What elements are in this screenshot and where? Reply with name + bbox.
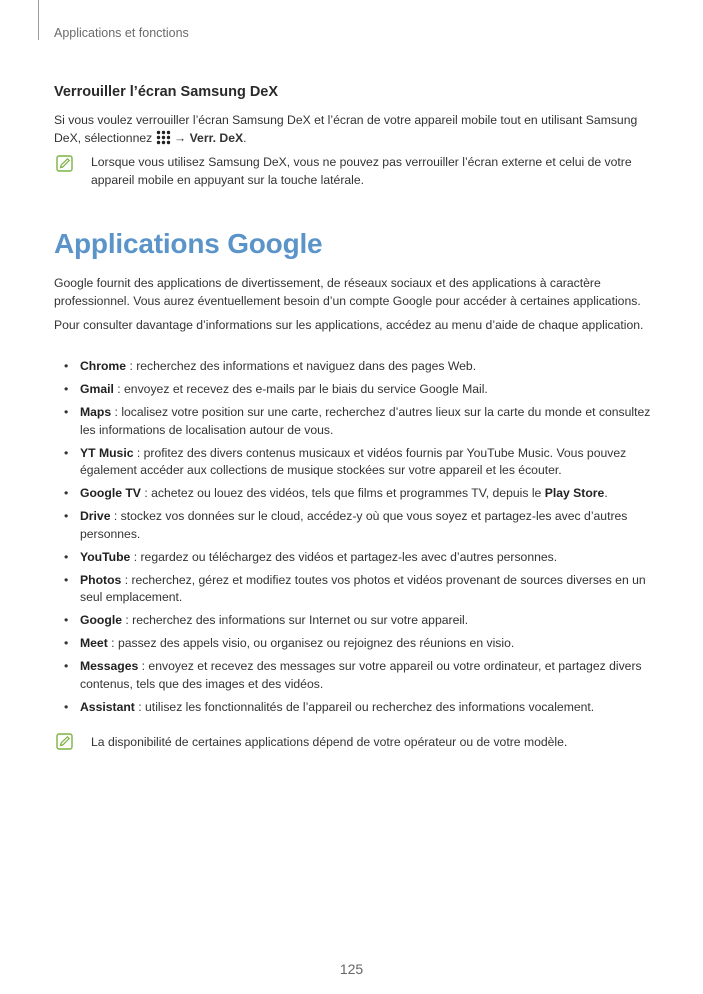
list-item: • Gmail : envoyez et recevez des e-mails par le biais du service Google Mail. [64, 382, 488, 396]
note-icon [56, 155, 73, 172]
note-icon [56, 733, 73, 750]
menu-item-verr-dex: Verr. DeX [189, 130, 244, 145]
list-item: • Meet : passez des appels visio, ou organisez ou rejoignez des réunions en visio. [64, 636, 515, 650]
list-item: • Maps : localisez votre position sur une carte, recherchez d’autres lieux sur la carte du monde et consultez les informations de localisation autour de vous. [64, 405, 651, 437]
page-number: 125 [339, 961, 364, 977]
running-header: Applications et fonctions [54, 26, 189, 40]
list-item: • Google TV : achetez ou louez des vidéos, tels que films et programmes TV, depuis le Play Store. [64, 486, 608, 500]
list-item: • Drive : stockez vos données sur le cloud, accédez-y où que vous soyez et partagez-les avec d’autres personnes. [64, 509, 628, 541]
lock-section-title: Verrouiller l’écran Samsung DeX [54, 84, 279, 100]
lock-instructions-text: Si vous voulez verrouiller l’écran Samsung DeX et l’écran de votre appareil mobile tout en utilisant Samsung DeX, sélectionnez [54, 113, 638, 145]
arrow: → [174, 130, 187, 145]
availability-note: La disponibilité de certaines applications dépend de votre opérateur ou de votre modèle. [91, 735, 568, 749]
list-item: • Chrome : recherchez des informations et naviguez dans des pages Web. [64, 359, 477, 373]
list-item: • Photos : recherchez, gérez et modifiez toutes vos photos et vidéos provenant de sources diverses en un seul emplacement. [64, 572, 646, 604]
list-item: • YouTube : regardez ou téléchargez des vidéos et partagez-les avec d’autres personnes. [64, 549, 558, 564]
header-rule [38, 0, 39, 40]
help-paragraph: Pour consulter davantage d’informations sur les applications, accédez au menu d’aide de chaque application. [54, 318, 644, 332]
list-item: • Messages : envoyez et recevez des messages sur votre appareil ou votre ordinateur, et partagez divers contenus, tels que des images et des vidéos. [64, 659, 642, 691]
lock-note: Lorsque vous utilisez Samsung DeX, vous ne pouvez pas verrouiller l’écran externe et celui de votre appareil mobile en appuyant sur la touche latérale. [91, 155, 632, 187]
apps-grid-icon [156, 130, 171, 151]
list-item: • Google : recherchez des informations sur Internet ou sur votre appareil. [64, 613, 469, 627]
lock-instructions [54, 112, 654, 150]
intro-paragraph: Google fournit des applications de divertissement, de réseaux sociaux et des applications à caractère professionnel. Vous aurez éventuellement besoin d’un compte Google pour accéder à certaines applications. [54, 276, 641, 308]
page-title: Applications Google [54, 228, 323, 259]
list-item: • Assistant : utilisez les fonctionnalités de l’appareil ou recherchez des informations vocalement. [64, 699, 595, 714]
list-item: • YT Music : profitez des divers contenus musicaux et vidéos fournis par YouTube Music. Vous pouvez également accéder aux collections de musique stockées sur votre appareil et les écouter. [64, 445, 627, 477]
google-apps-list [54, 358, 654, 722]
period: . [243, 130, 247, 145]
